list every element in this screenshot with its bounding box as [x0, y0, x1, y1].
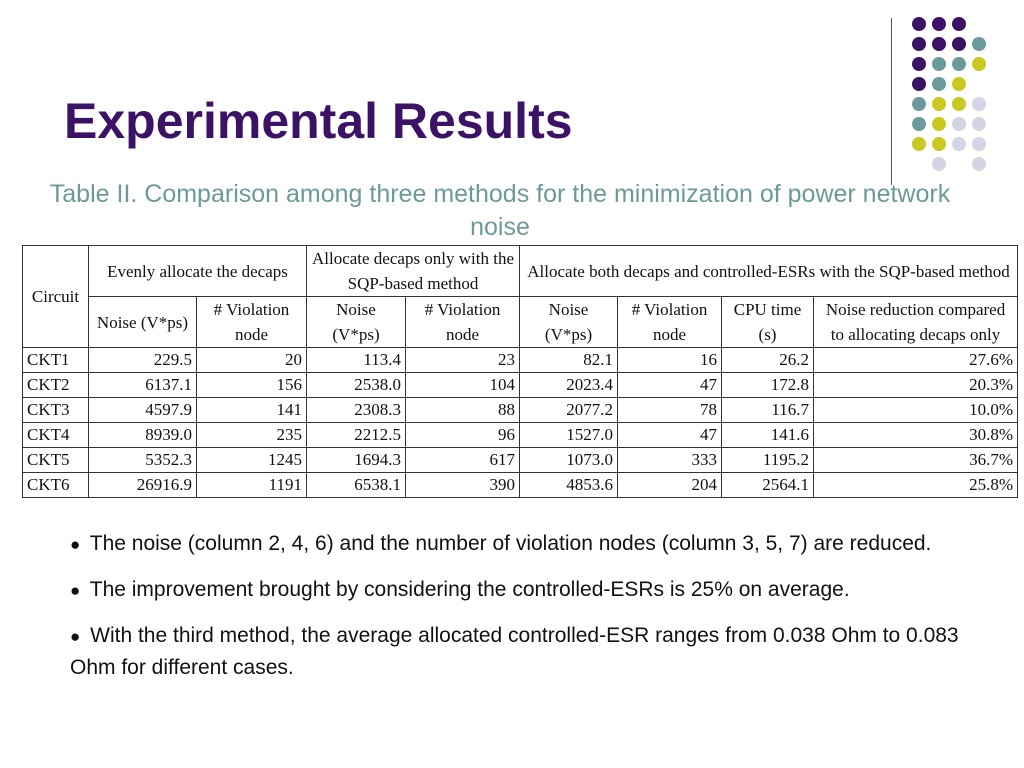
- decorative-dot: [972, 157, 986, 171]
- decorative-dot: [932, 57, 946, 71]
- decorative-dot: [972, 57, 986, 71]
- table-row: [23, 423, 1018, 448]
- decorative-dot: [952, 117, 966, 131]
- decorative-dot: [952, 97, 966, 111]
- table-row: [23, 348, 1018, 373]
- cell-circuit: CKT1: [23, 348, 89, 373]
- cell-value: 113.4: [307, 348, 406, 373]
- header-violation-3: # Violation node: [618, 297, 722, 348]
- cell-value: 1694.3: [307, 448, 406, 473]
- cell-value: 2308.3: [307, 398, 406, 423]
- cell-value: 6137.1: [89, 373, 197, 398]
- cell-value: 10.0%: [814, 398, 1018, 423]
- cell-value: 333: [618, 448, 722, 473]
- bullet-list: [70, 528, 990, 697]
- cell-value: 104: [406, 373, 520, 398]
- header-noise-1: Noise (V*ps): [89, 297, 197, 348]
- decorative-dot: [972, 117, 986, 131]
- table-header: [23, 246, 1018, 348]
- cell-value: 47: [618, 373, 722, 398]
- cell-value: 5352.3: [89, 448, 197, 473]
- decorative-dot: [912, 137, 926, 151]
- cell-value: 4853.6: [520, 473, 618, 498]
- table-body: [23, 348, 1018, 498]
- table-row: [23, 473, 1018, 498]
- table-row: [23, 448, 1018, 473]
- decorative-dot: [932, 77, 946, 91]
- cell-value: 20: [197, 348, 307, 373]
- cell-value: 25.8%: [814, 473, 1018, 498]
- cell-value: 96: [406, 423, 520, 448]
- decorative-dot: [912, 57, 926, 71]
- decorative-dot: [932, 37, 946, 51]
- cell-value: 23: [406, 348, 520, 373]
- header-group-evenly: Evenly allocate the decaps: [89, 246, 307, 297]
- cell-value: 27.6%: [814, 348, 1018, 373]
- cell-value: 1245: [197, 448, 307, 473]
- decorative-divider: [891, 18, 892, 185]
- decorative-dot: [912, 97, 926, 111]
- cell-value: 617: [406, 448, 520, 473]
- cell-value: 82.1: [520, 348, 618, 373]
- cell-value: 26916.9: [89, 473, 197, 498]
- cell-value: 2564.1: [722, 473, 814, 498]
- decorative-dot: [952, 37, 966, 51]
- header-cpu-time: CPU time (s): [722, 297, 814, 348]
- decorative-dot: [932, 17, 946, 31]
- cell-circuit: CKT4: [23, 423, 89, 448]
- bullet-text: The noise (column 2, 4, 6) and the number of violation nodes (column 3, 5, 7) are reduced.: [89, 532, 932, 555]
- cell-circuit: CKT6: [23, 473, 89, 498]
- cell-value: 2023.4: [520, 373, 618, 398]
- cell-value: 8939.0: [89, 423, 197, 448]
- header-violation-1: # Violation node: [197, 297, 307, 348]
- results-table: [22, 245, 1018, 498]
- header-noise-2: Noise (V*ps): [307, 297, 406, 348]
- cell-value: 4597.9: [89, 398, 197, 423]
- cell-circuit: CKT3: [23, 398, 89, 423]
- cell-value: 1191: [197, 473, 307, 498]
- cell-value: 141.6: [722, 423, 814, 448]
- header-group-decaps-sqp: Allocate decaps only with the SQP-based method: [307, 246, 520, 297]
- cell-value: 2077.2: [520, 398, 618, 423]
- decorative-dot: [952, 77, 966, 91]
- bullet-dot-icon: ●: [70, 535, 81, 554]
- cell-value: 16: [618, 348, 722, 373]
- bullet-text: With the third method, the average allocated controlled-ESR ranges from 0.038 Ohm to 0.083 Ohm for different cases.: [70, 624, 959, 679]
- header-violation-2: # Violation node: [406, 297, 520, 348]
- decorative-dot: [932, 157, 946, 171]
- bullet-dot-icon: ●: [70, 627, 81, 646]
- cell-value: 172.8: [722, 373, 814, 398]
- cell-value: 156: [197, 373, 307, 398]
- bullet-item: [70, 574, 990, 606]
- decorative-dot: [932, 137, 946, 151]
- cell-value: 2538.0: [307, 373, 406, 398]
- cell-value: 78: [618, 398, 722, 423]
- decorative-dot: [912, 17, 926, 31]
- bullet-text: The improvement brought by considering the controlled-ESRs is 25% on average.: [89, 578, 850, 601]
- cell-value: 47: [618, 423, 722, 448]
- cell-value: 1073.0: [520, 448, 618, 473]
- bullet-item: [70, 528, 990, 560]
- table-row: [23, 398, 1018, 423]
- decorative-dot: [972, 37, 986, 51]
- cell-value: 26.2: [722, 348, 814, 373]
- decorative-dot: [952, 17, 966, 31]
- cell-value: 30.8%: [814, 423, 1018, 448]
- cell-value: 36.7%: [814, 448, 1018, 473]
- cell-value: 141: [197, 398, 307, 423]
- header-noise-reduction: Noise reduction compared to allocating decaps only: [814, 297, 1018, 348]
- cell-value: 235: [197, 423, 307, 448]
- cell-value: 204: [618, 473, 722, 498]
- cell-value: 20.3%: [814, 373, 1018, 398]
- decorative-dot: [912, 77, 926, 91]
- decorative-dot: [972, 97, 986, 111]
- cell-value: 1527.0: [520, 423, 618, 448]
- decorative-dot: [932, 97, 946, 111]
- decorative-dot: [912, 117, 926, 131]
- decorative-dot: [972, 137, 986, 151]
- cell-value: 6538.1: [307, 473, 406, 498]
- header-circuit: Circuit: [23, 246, 89, 348]
- bullet-dot-icon: ●: [70, 581, 81, 600]
- cell-circuit: CKT2: [23, 373, 89, 398]
- cell-value: 116.7: [722, 398, 814, 423]
- cell-value: 1195.2: [722, 448, 814, 473]
- cell-value: 390: [406, 473, 520, 498]
- decorative-dot: [952, 57, 966, 71]
- cell-value: 88: [406, 398, 520, 423]
- header-noise-3: Noise (V*ps): [520, 297, 618, 348]
- decorative-dot: [912, 37, 926, 51]
- slide-title: Experimental Results: [64, 93, 573, 149]
- table-caption: Table II. Comparison among three methods for the minimization of power network noise: [49, 180, 951, 241]
- cell-circuit: CKT5: [23, 448, 89, 473]
- bullet-item: [70, 620, 990, 683]
- header-group-decaps-esr-sqp: Allocate both decaps and controlled-ESRs with the SQP-based method: [520, 246, 1018, 297]
- decorative-dot: [932, 117, 946, 131]
- decorative-dot: [952, 137, 966, 151]
- cell-value: 2212.5: [307, 423, 406, 448]
- table-row: [23, 373, 1018, 398]
- cell-value: 229.5: [89, 348, 197, 373]
